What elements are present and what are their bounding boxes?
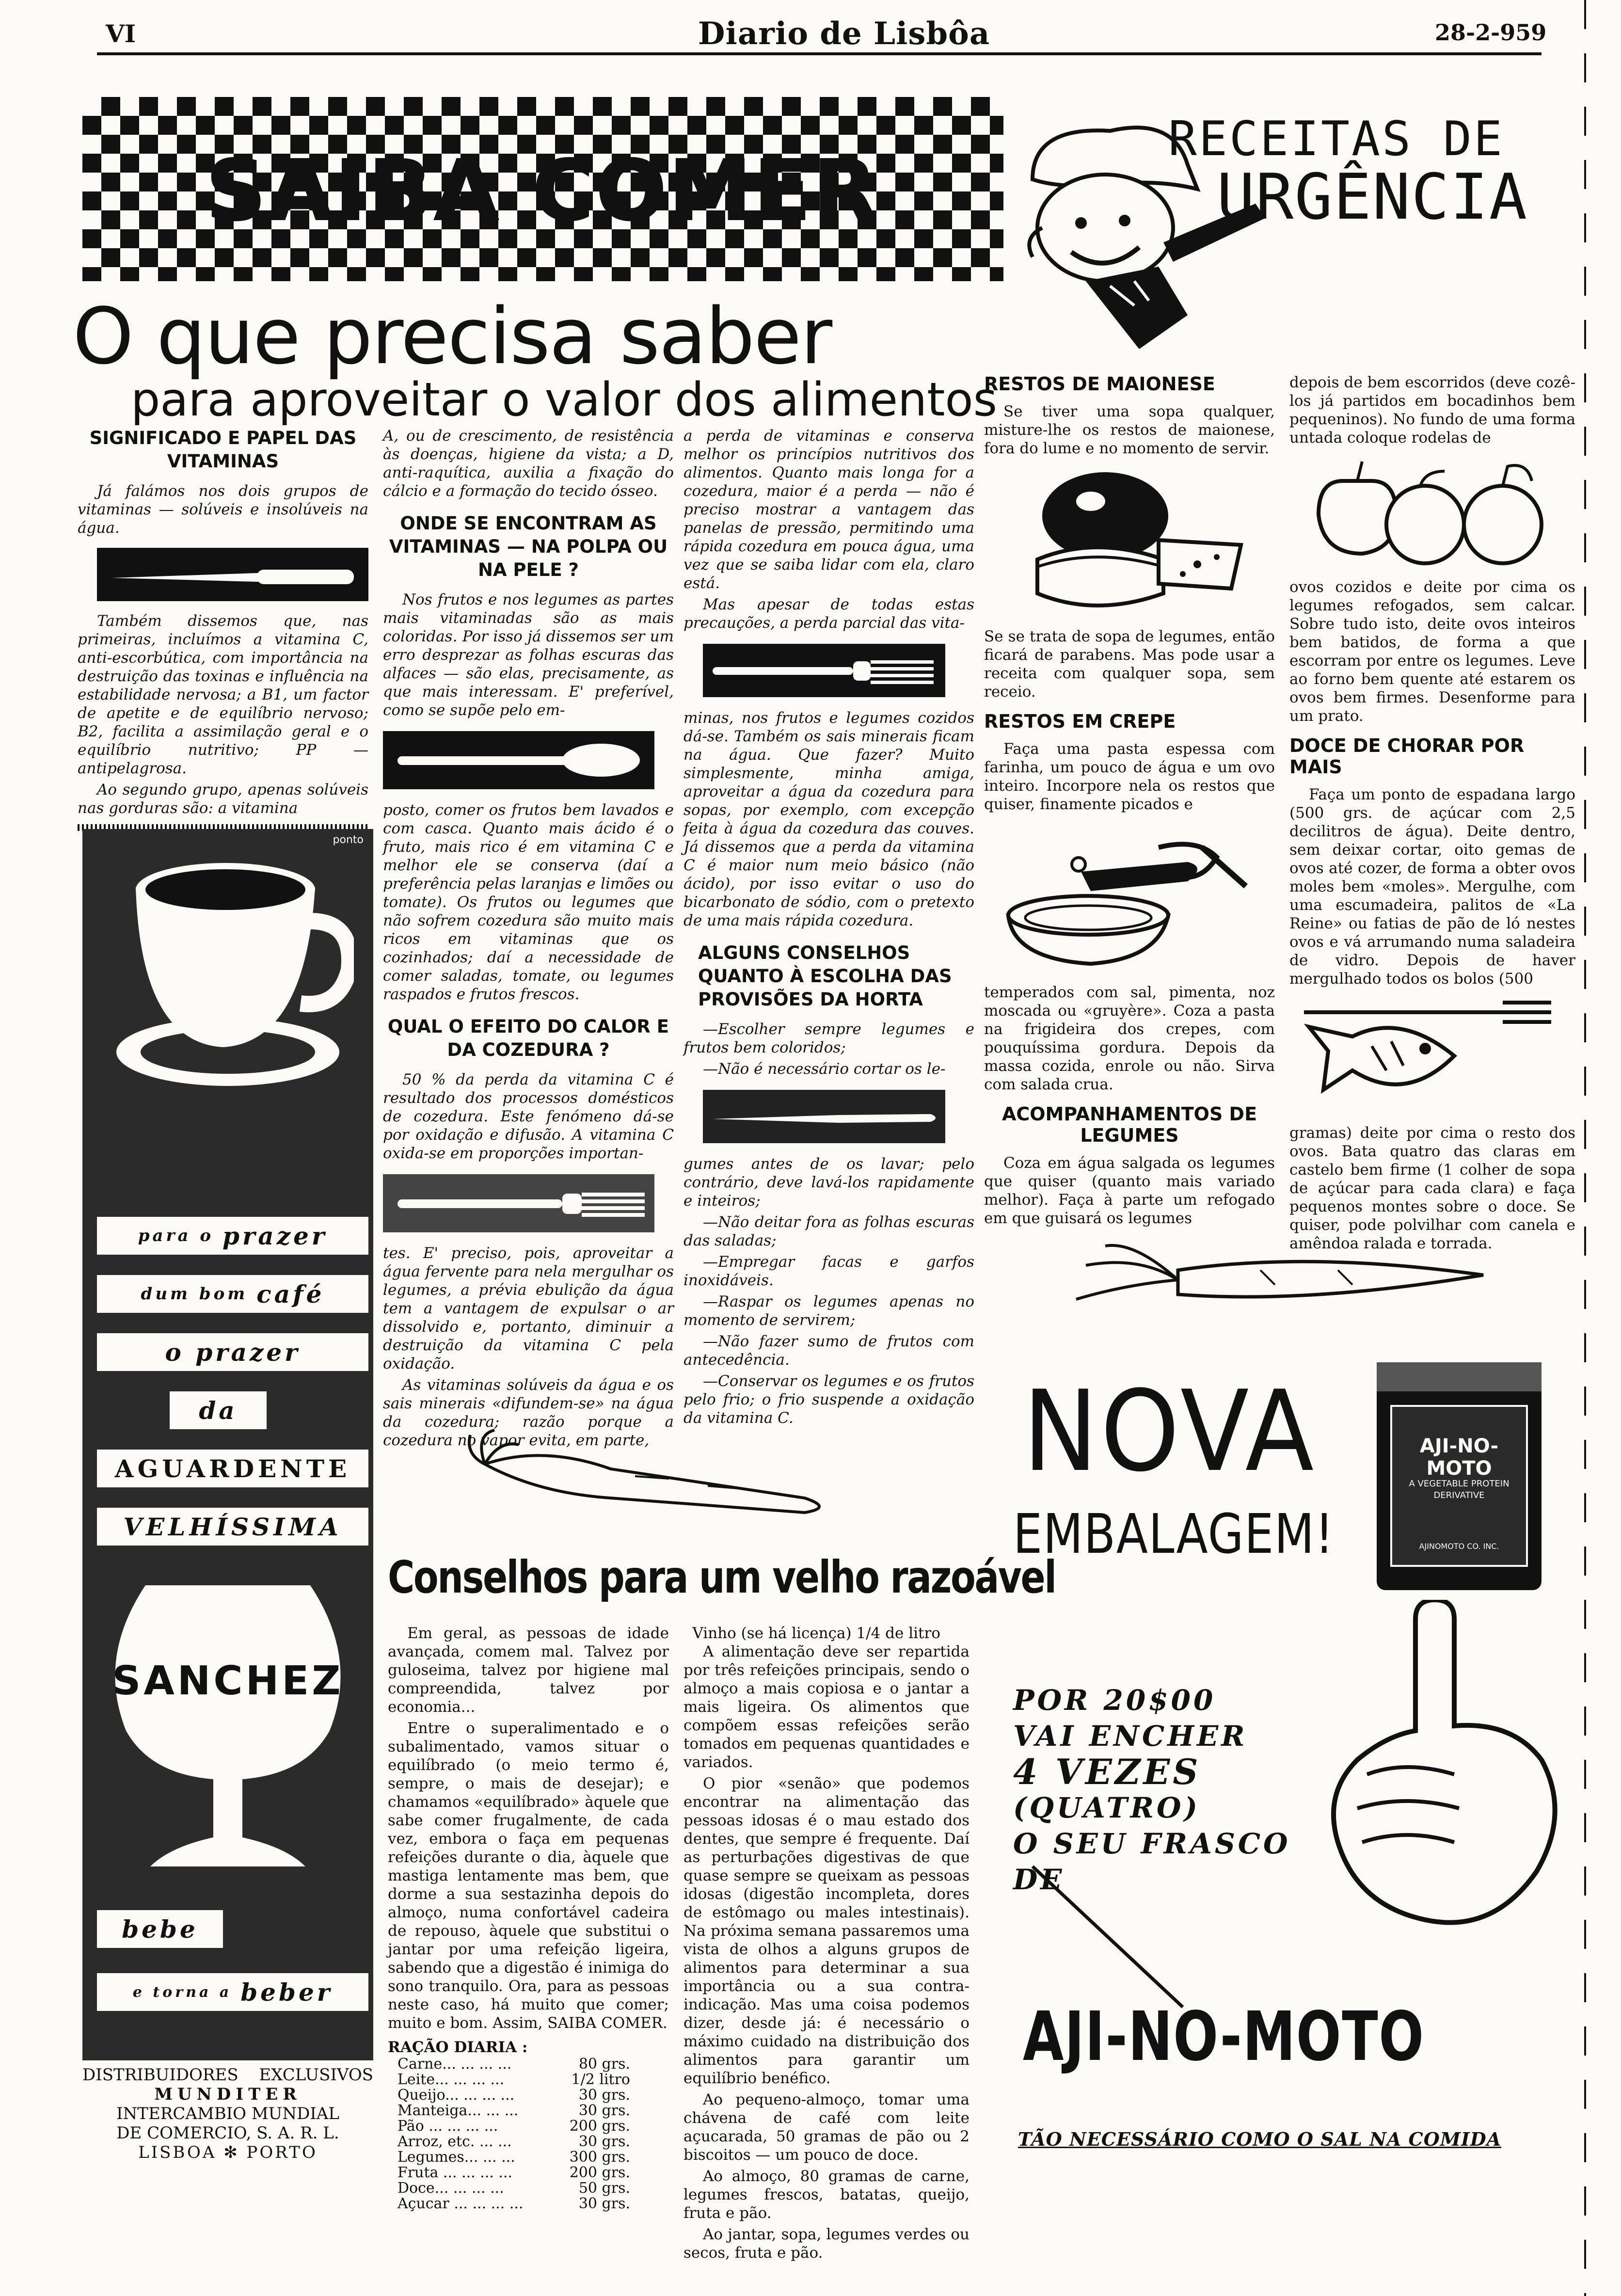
header-rule bbox=[97, 52, 1542, 55]
ad-line: o prazer bbox=[97, 1333, 368, 1371]
article-paragraph: minas, nos frutos e legumes cozidos dá-se. Também os sais minerais ficam na água. Que fazer? Muito simplesmente, minha amiga, aproveitar a água da cozedura para sopas, por exemplo, com excepção feita à água da cozedura das couves. Já dissemos que a perda da vitamina C é maior num meio básico (não ácido), por isso evitar o uso do bicarbonato de sódio, com o pretexto de uma mais rápida cozedura. bbox=[683, 709, 974, 929]
ad-nova: NOVA bbox=[1023, 1367, 1317, 1497]
article-paragraph: Nos frutos e nos legumes as partes mais vitaminadas são as mais coloridas. Por isso já dissemos ser um erro desprezar as folhas escuras das alfaces — são elas, precisamente, as que mais interessam. E' preferível, como se supõe pelo em- bbox=[383, 591, 674, 719]
receitas-line1: RECEITAS DE bbox=[1168, 112, 1505, 167]
page-date: 28-2-959 bbox=[1435, 19, 1547, 46]
knife-illustration bbox=[703, 1090, 945, 1143]
sanchez-brand: SANCHEZ bbox=[112, 1658, 344, 1704]
saiba-comer-title: SAIBA COMER bbox=[206, 143, 880, 239]
article-paragraph: gumes antes de os lavar; pelo contrário, deve lavá-los rapidamente e inteiros; —Não deitar fora as folhas escuras das saladas; —Empregar facas e garfos inoxidáveis. —Raspar os legumes apenas no momento de servirem; —Não fazer sumo de frutos com antecedência. —Conservar os legumes e os frutos pelo frio; o frio suspende a oxidação da vitamina C. bbox=[683, 1155, 974, 1427]
recipe-title-legumes: ACOMPANHAMENTOS DE LEGUMES bbox=[1001, 1103, 1257, 1146]
can-subtitle: A VEGETABLE PROTEIN bbox=[1409, 1479, 1510, 1489]
table-row: Pão ... ... ... ... 200 grs. bbox=[397, 2118, 630, 2135]
can-subtitle: DERIVATIVE bbox=[1433, 1490, 1485, 1500]
page-number: VI bbox=[106, 19, 136, 48]
racao-table bbox=[397, 2057, 630, 2212]
recipe-text: Se se trata de sopa de legumes, então ficará de parabens. Mas pode usar a receita com qualquer sopa, sem receio. bbox=[984, 628, 1275, 701]
recipe-text: ovos cozidos e deite por cima os legumes refogados, sem calcar. Sobre tudo isto, deite ovos inteiros bem batidos, de forma a que escorram por entre os legumes. Leve ao forno bem quente até estarem os ovos bem firmes. Desenforme para um prato. bbox=[1289, 578, 1575, 725]
carrot-illustration bbox=[465, 1425, 902, 1542]
ad-embalagem: EMBALAGEM! bbox=[1013, 1503, 1335, 1566]
receitas-banner bbox=[1013, 102, 1566, 364]
receitas-line2: URGÊNCIA bbox=[1217, 160, 1528, 234]
masthead: Diario de Lisbôa bbox=[698, 16, 990, 52]
carrot-illustration bbox=[1066, 1236, 1503, 1323]
conselhos-column-2 bbox=[683, 1624, 969, 2265]
recipe-text: Se tiver uma sopa qualquer, misture-lhe os restos de maionese, fora do lume e no momento de servir. bbox=[984, 403, 1275, 457]
recipe-text: gramas) deite por cima o resto dos ovos. Bata quatro das claras em castelo bem firme (1 colher de sopa de açúcar para cada clara) e faça pequenos montes sobre o doce. Se quiser, pode polvilhar com canela e amêndoa ralada e torrada. bbox=[1289, 1124, 1575, 1252]
table-row: Legumes... ... ... 300 grs. bbox=[397, 2149, 630, 2166]
table-row: Carne... ... ... ... 80 grs. bbox=[397, 2056, 630, 2073]
recipe-text: Coza em água salgada os legumes que quiser (quanto mais variado melhor). Faça à parte um refogado em que guisará os legumes bbox=[984, 1154, 1275, 1227]
racao-title: RAÇÃO DIARIA : bbox=[388, 2039, 528, 2056]
recipe-text: temperados com sal, pimenta, noz moscada ou «gruyère». Coza a pasta na frigideira dos crepes, com pouquíssima gordura. Depois da massa cozida, enrole ou não. Sirva com salada crua. bbox=[984, 984, 1275, 1093]
fork-illustration bbox=[383, 1174, 654, 1232]
section-title-polpa: ONDE SE ENCONTRAM AS VITAMINAS — NA POLPA OU NA PELE ? bbox=[389, 513, 668, 580]
ad-line: AGUARDENTE bbox=[97, 1450, 368, 1487]
ad-line: bebe bbox=[97, 1910, 223, 1948]
section-title-calor: QUAL O EFEITO DO CALOR E DA COZEDURA ? bbox=[387, 1016, 669, 1060]
article-paragraph: posto, comer os frutos bem lavados e com casca. Quanto mais ácido é o fruto, mais rico é em vitamina C e melhor ele se conserva (daí a preferência pelas laranjas e limões ou tomate). Os frutos ou legumes que não sofrem cozedura são muito mais ricos em vitaminas que os cozinhados; daí a necessidade de comer saladas, tomate, ou legumes raspados e frutos frescos. bbox=[383, 801, 674, 1003]
section-title-conselhos: ALGUNS CONSELHOS QUANTO À ESCOLHA DAS PROVISÕES DA HORTA bbox=[698, 942, 952, 1010]
receitas-column-1 bbox=[984, 373, 1275, 1230]
knife-illustration bbox=[97, 548, 368, 601]
ajinomoto-slogan: TÃO NECESSÁRIO COMO O SAL NA COMIDA bbox=[1018, 2128, 1502, 2150]
article-paragraph: Já falámos nos dois grupos de vitaminas — solúveis e insolúveis na água. bbox=[78, 482, 368, 537]
ad-line: VELHÍSSIMA bbox=[97, 1508, 368, 1546]
ad-line: dum bom café bbox=[97, 1275, 368, 1313]
table-row: Açucar ... ... ... ... 30 grs. bbox=[397, 2195, 630, 2212]
page-edge bbox=[1584, 0, 1586, 2296]
hand-illustration bbox=[1309, 1600, 1571, 1939]
table-row: Manteiga... ... ... 30 grs. bbox=[397, 2102, 630, 2119]
fruit-illustration bbox=[1299, 452, 1561, 573]
table-row: Leite... ... ... ... 1/2 litro bbox=[397, 2071, 630, 2088]
distributor-credits: DISTRIBUIDORES EXCLUSIVOS MUNDITER INTERCAMBIO MUNDIAL DE COMERCIO, S. A. R. L. LISBOA ✻ PORTO bbox=[82, 2065, 373, 2162]
recipe-title-doce: DOCE DE CHORAR POR MAIS bbox=[1289, 735, 1525, 778]
article-paragraph: A, ou de crescimento, de resistência às doenças, higiene da vista; a D, anti-raquítica, auxilia a fixação do cálcio e a formação do tecido ósseo. bbox=[383, 427, 674, 500]
spoon-illustration bbox=[383, 731, 654, 789]
article-paragraph: Em geral, as pessoas de idade avançada, comem mal. Talvez por guloseima, talvez por higiene mal compreendida, talvez por economia... Entre o superalimentado e o subalimentado, vamos situar o equilíbrado (o meio termo é, sempre, o mais de desejar); e chamamos «equilíbrado» àquele que sabe comer frugalmente, de cada vez, embora o faça em pequenas refeições durante o dia, àquele que mastiga lentamente mas bem, que dorme a sua sestazinha depois do almoço, numa confortável cadeira de repouso, àquele que substitui o jantar por uma refeição ligeira, sabendo que a digestão é inimiga do sono tranquilo. Ora, para as pessoas neste caso, há muito que comer; muito e bom. Assim, SAIBA COMER. bbox=[388, 1625, 669, 2032]
article-paragraph: Também dissemos que, nas primeiras, incluímos a vitamina C, anti-escorbútica, com importância na destruição das toxinas e influência na estabilidade nervosa; a B1, um factor de apetite e de equilíbrio nervoso; B2, facilita a assimilação geral e o equilíbrio nutritivo; PP — antipelagrosa. Ao segundo grupo, apenas solúveis nas gorduras são: a vitamina bbox=[78, 612, 368, 817]
ajinomoto-brand: AJI-NO-MOTO bbox=[1023, 1997, 1425, 2076]
vinho-line: Vinho (se há licença) 1/4 de litro bbox=[692, 1625, 940, 1642]
article-paragraph: tes. E' preciso, pois, aproveitar a água fervente para nela mergulhar os legumes, a prévia ebulição da água tem a vantagem de expulsar o ar dissolvido e, portanto, diminuir a destruição da vitamina C pela oxidação. As vitaminas solúveis da água e os sais minerais «difundem-se» na água da cozedura; razão porque a cozedura no vapor evita, em parte, bbox=[383, 1244, 674, 1449]
recipe-text: depois de bem escorridos (deve cozê-los já partidos em bocadinhos bem pequeninos). No fundo de uma forma untada coloque rodelas de bbox=[1289, 374, 1575, 446]
table-row: Doce... ... ... ... 50 grs. bbox=[397, 2180, 630, 2197]
ajinomoto-can bbox=[1367, 1353, 1551, 1595]
sanchez-advertisement bbox=[82, 829, 373, 2060]
ad-line: da bbox=[170, 1391, 267, 1429]
brandy-glass-illustration bbox=[102, 1585, 354, 1900]
ad-line: para o prazer bbox=[97, 1217, 368, 1255]
article-subheadline: para aproveitar o valor dos alimentos bbox=[131, 373, 998, 427]
article-paragraph: 50 % da perda da vitamina C é resultado dos processos domésticos de cozedura. Este fenómeno dá-se por oxidação e difusão. A vitamina C oxida-se em proporções importan- bbox=[383, 1071, 674, 1162]
article-column-1 bbox=[78, 427, 368, 831]
ad-offer: POR 20$00 VAI ENCHER 4 VEZES (QUATRO) O SEU FRASCO DE bbox=[1013, 1684, 1291, 1896]
fish-fork-illustration bbox=[1299, 993, 1561, 1119]
conselhos-headline: Conselhos para um velho razoável bbox=[388, 1551, 1056, 1603]
can-maker: AJINOMOTO CO. INC. bbox=[1419, 1542, 1499, 1551]
crepe-pan-illustration bbox=[994, 818, 1265, 978]
recipe-text: Faça uma pasta espessa com farinha, um pouco de água e um ovo inteiro. Incorpore nela os restos que quiser, finamente picados e bbox=[984, 740, 1275, 813]
article-paragraph: a perda de vitaminas e conserva melhor os princípios nutritivos dos alimentos. Quanto mais longa for a cozedura, maior é a perda — não é preciso mostrar a vantagem das panelas de pressão, permitindo uma rápida cozedura em pouca água, uma vez que se saiba lidar com ela, claro está. Mas apesar de todas estas precauções, a perda parcial das vita- bbox=[683, 427, 974, 632]
can-brand: AJI-NO-MOTO bbox=[1419, 1435, 1499, 1480]
recipe-title-maionese: RESTOS DE MAIONESE bbox=[984, 373, 1215, 395]
artist-signature: ponto bbox=[333, 834, 364, 846]
article-paragraph: A alimentação deve ser repartida por três refeições principais, sendo o almoço a mais copiosa e o jantar a mais ligeira. Os alimentos que compõem essas refeições serão tomados em pequenas quantidades e variados. O pior «senão» que podemos encontrar na alimentação das pessoas idosas é o mau estado dos dentes, que sempre é frequente. Daí as perturbações digestivas de que quase sempre se queixam as pessoas idosas (digestão incompleta, dores de estômago ou males intestinais). Na próxima semana passaremos uma vista de olhos a alguns grupos de alimentos para determinar a sua importância ou a sua contra-indicação. Mas uma coisa podemos dizer, desde já: é necessário o máximo cuidado na distribuição dos alimentos para garantir um equilíbrio benéfico. Ao pequeno-almoço, tomar uma chávena de café com leite açucarada, 50 gramas de pão ou 2 biscoitos — um pouco de doce. Ao almoço, 80 gramas de carne, legumes frescos, batatas, queijo, fruta e pão. Ao jantar, sopa, legumes verdes ou secos, fruta e pão. bbox=[683, 1643, 969, 2262]
section-title-vitaminas: SIGNIFICADO E PAPEL DAS VITAMINAS bbox=[89, 428, 357, 472]
article-paragraph: —Escolher sempre legumes e frutos bem coloridos; —Não é necessário cortar os le- bbox=[683, 1020, 974, 1078]
receitas-column-2 bbox=[1289, 373, 1575, 1256]
article-headline: O que precisa saber bbox=[73, 291, 832, 382]
coffee-cup-illustration bbox=[111, 848, 354, 1091]
saiba-comer-banner bbox=[82, 97, 1003, 281]
ad-line: e torna a beber bbox=[97, 1973, 368, 2011]
conselhos-column-1 bbox=[388, 1624, 669, 2212]
article-column-2 bbox=[383, 427, 674, 1452]
recipe-title-crepe: RESTOS EM CREPE bbox=[984, 711, 1176, 732]
cheese-illustration bbox=[999, 462, 1270, 622]
table-row: Fruta ... ... ... ... 200 grs. bbox=[397, 2164, 630, 2181]
fork-illustration bbox=[703, 644, 945, 697]
recipe-text: Faça um ponto de espadana largo (500 grs. de açúcar com 2,5 decilitros de água). Deite dentro, sem deixar cortar, oito gemas de ovos até cozer, de forma a obter ovos moles bem «moles». Mergulhe, com uma escumadeira, palitos de «La Reine» ou fatias de pão de ló nestes ovos e vá arrumando numa saladeira de vidro. Depois de haver mergulhado todos os bolos (500 bbox=[1289, 786, 1575, 988]
table-row: Queijo... ... ... ... 30 grs. bbox=[397, 2087, 630, 2104]
ajinomoto-advertisement bbox=[994, 1348, 1580, 2269]
table-row: Arroz, etc. ... ... 30 grs. bbox=[397, 2133, 630, 2150]
article-column-3 bbox=[683, 427, 974, 1430]
